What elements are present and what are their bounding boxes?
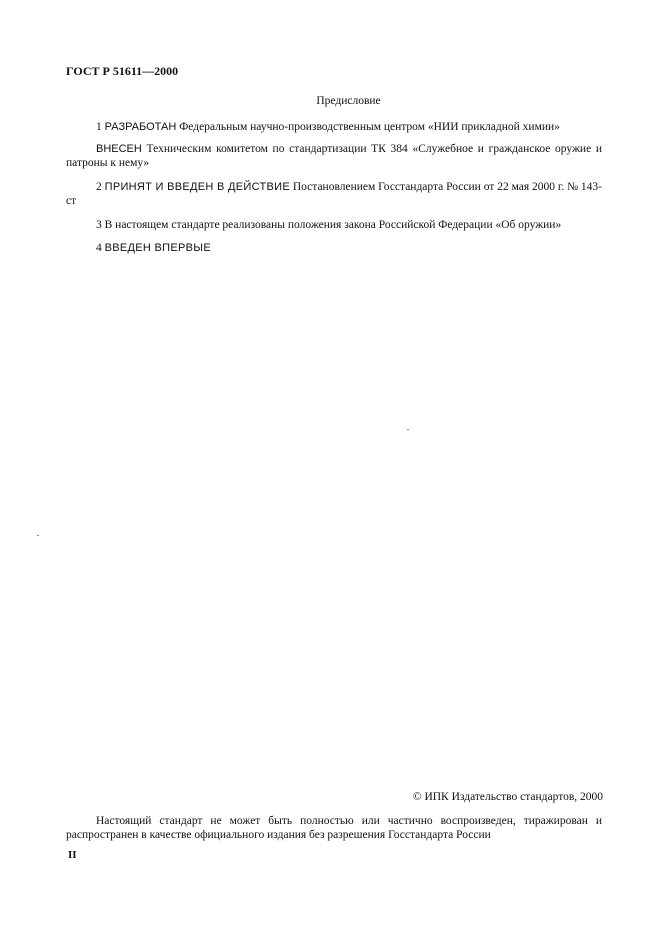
scan-speck (407, 429, 409, 430)
reproduction-notice: Настоящий стандарт не может быть полностью или частично воспроизведен, тиражирован и распространен в качестве официального издания без разрешения Госстандарта России (66, 815, 602, 841)
foreword-item-3 (66, 218, 602, 232)
foreword-item-1 (66, 120, 602, 134)
item-text: Федеральным научно-производственным центром «НИИ прикладной химии» (179, 121, 560, 133)
item-lead: ВНЕСЕН (96, 143, 142, 155)
item-number: 2 (96, 181, 102, 193)
standard-code-header: ГОСТ Р 51611—2000 (66, 64, 179, 78)
item-text: ВВЕДЕН ВПЕРВЫЕ (104, 242, 211, 254)
item-lead: РАЗРАБОТАН (104, 121, 177, 133)
copyright-line: © ИПК Издательство стандартов, 2000 (412, 791, 603, 803)
item-text: В настоящем стандарте реализованы положения закона Российской Федерации «Об оружии» (104, 219, 562, 231)
item-number: 3 (96, 219, 102, 231)
foreword-item-4 (66, 241, 602, 255)
item-text: Техническим комитетом по стандартизации ТК 384 «Служебное и гражданское оружие и патроны к нему» (66, 143, 603, 169)
scan-speck (37, 535, 39, 536)
page-number: II (68, 849, 77, 861)
item-number: 4 (96, 242, 102, 254)
foreword-item-2 (66, 180, 602, 208)
item-lead: ПРИНЯТ И ВВЕДЕН В ДЕЙСТВИЕ (104, 181, 290, 193)
foreword-item-1b (66, 142, 602, 170)
section-title: Предисловие (316, 95, 381, 107)
item-text: Постановлением Госстандарта России от 22 мая 2000 г. № 143-ст (66, 181, 603, 207)
item-number: 1 (96, 121, 102, 133)
